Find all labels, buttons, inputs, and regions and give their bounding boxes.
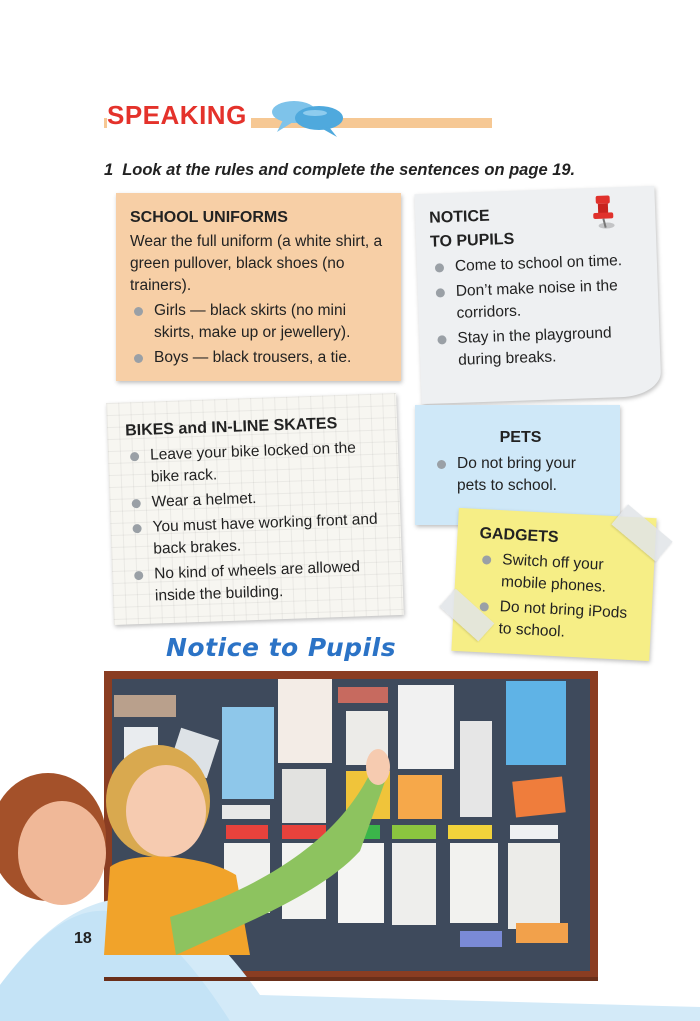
bikes-skates-card bbox=[106, 393, 404, 625]
card-intro: Wear the full uniform (a white shirt, a green pullover, black shoes (no trainers). bbox=[130, 233, 383, 294]
list-item: Come to school on time. bbox=[431, 249, 646, 278]
section-header bbox=[104, 96, 504, 146]
card-title-line2: TO PUPILS bbox=[429, 230, 515, 251]
rule-list bbox=[126, 436, 392, 608]
list-item: You must have working front and back brakes. bbox=[128, 508, 389, 561]
card-title: GADGETS bbox=[479, 525, 560, 547]
rule-list bbox=[474, 548, 645, 648]
photo-caption: Notice to Pupils bbox=[166, 633, 397, 662]
pets-card bbox=[415, 405, 620, 525]
push-pin-icon bbox=[588, 191, 619, 232]
list-item: No kind of wheels are allowed inside the building. bbox=[130, 555, 391, 608]
rule-list bbox=[433, 453, 608, 497]
list-item: Switch off your mobile phones. bbox=[477, 548, 645, 601]
section-title: SPEAKING bbox=[107, 100, 251, 131]
list-item: Don’t make noise in the corridors. bbox=[431, 274, 646, 325]
list-item: Boys — black trousers, a tie. bbox=[130, 347, 389, 369]
rule-list bbox=[130, 300, 389, 369]
card-title: BIKES and IN-LINE SKATES bbox=[124, 415, 338, 440]
rule-list bbox=[431, 249, 649, 372]
list-item: Do not bring your pets to school. bbox=[433, 453, 608, 497]
exercise-instruction bbox=[104, 161, 575, 180]
card-title-line1: NOTICE bbox=[428, 207, 490, 227]
notice-to-pupils-card bbox=[414, 186, 661, 404]
instruction-text: Look at the rules and complete the sentences on page 19. bbox=[122, 161, 576, 179]
page-number: 18 bbox=[74, 930, 92, 947]
speech-bubbles-icon bbox=[269, 96, 347, 138]
notice-board-photo bbox=[0, 655, 700, 1021]
list-item: Do not bring iPods to school. bbox=[474, 595, 642, 648]
list-item: Girls — black skirts (no mini skirts, make up or jewellery). bbox=[130, 300, 389, 344]
card-title: PETS bbox=[499, 429, 542, 446]
list-item: Leave your bike locked on the bike rack. bbox=[126, 436, 387, 489]
card-title: SCHOOL UNIFORMS bbox=[130, 209, 288, 226]
list-item: Stay in the playground during breaks. bbox=[433, 321, 648, 372]
list-item: Wear a helmet. bbox=[127, 483, 388, 514]
exercise-number: 1 bbox=[104, 161, 114, 179]
school-uniforms-card bbox=[116, 193, 401, 381]
